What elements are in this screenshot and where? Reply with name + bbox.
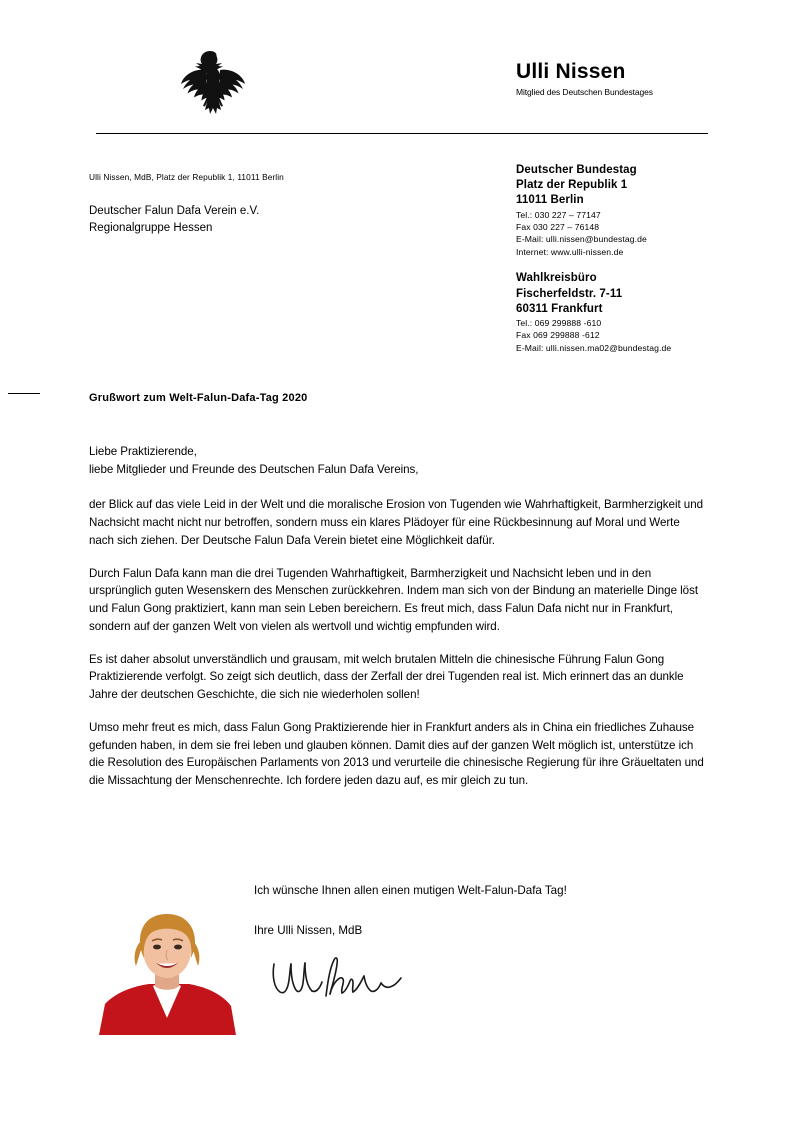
header-identity	[516, 60, 776, 97]
closing-signoff: Ihre Ulli Nissen, MdB	[254, 923, 363, 937]
body-paragraph-3: Es ist daher absolut unverständlich und grausam, mit welch brutalen Mitteln die chinesische Führung Falun Gong Praktizierende verfolgt. So zeigt sich deutlich, dass der Zerfall der drei Tugenden real ist. Mich erinnert das an dunkle Jahre der deutschen Geschichte, die sich nie wiederholen sollen!	[89, 652, 684, 702]
body-paragraph-1: der Blick auf das viele Leid in der Welt und die moralische Erosion von Tugenden wie Wahrhaftigkeit, Barmherzigkeit und Nachsicht macht nicht nur betroffen, sondern muss ein klares Plädoyer für eine Rückbesinnung auf Moral und Werte nach sich ziehen. Der Deutsche Falun Dafa Verein bietet eine Möglichkeit dafür.	[89, 498, 703, 547]
letter-body	[89, 443, 705, 805]
salutation	[89, 443, 705, 478]
office2-email[interactable]: E-Mail: ulli.nissen.ma02@bundestag.de	[516, 342, 672, 353]
body-paragraph-4: Umso mehr freut es mich, dass Falun Gong Praktizierende hier in Frankfurt anders als in China ein friedliches Zuhause gefunden haben, in dem sie frei leben und glauben können. Damit dies auf der ganzen Welt möglich ist, unterstütze ich die Resolution des Europäischen Parlaments von 2013 und verurteile die chinesische Regierung für ihre Gräueltaten und die Missachtung der Menschenrechte. Ich fordere jeden dazu auf, es mir gleich zu tun.	[89, 720, 704, 788]
office2-line-2: Fischerfeldstr. 7-11	[516, 287, 623, 300]
office1-tel: Tel.: 030 227 – 77147	[516, 209, 601, 220]
sender-address-line: Ulli Nissen, MdB, Platz der Republik 1, 11011 Berlin	[89, 172, 284, 182]
salutation-line-2: liebe Mitglieder und Freunde des Deutschen Falun Dafa Vereins,	[89, 462, 419, 476]
header-name: Ulli Nissen	[516, 60, 626, 83]
office2-line-1: Wahlkreisbüro	[516, 272, 597, 285]
office2-fax: Fax 069 299888 -612	[516, 330, 600, 341]
salutation-line-1: Liebe Praktizierende,	[89, 445, 197, 458]
closing-wish: Ich wünsche Ihnen allen einen mutigen Welt-Falun-Dafa Tag!	[254, 884, 567, 897]
recipient-line-2: Regionalgruppe Hessen	[89, 222, 213, 235]
contact-block	[516, 163, 766, 354]
header-subtitle: Mitglied des Deutschen Bundestages	[516, 87, 653, 98]
office1-email[interactable]: E-Mail: ulli.nissen@bundestag.de	[516, 234, 647, 245]
header-divider	[96, 133, 708, 134]
recipient-line-1: Deutscher Falun Dafa Verein e.V.	[89, 205, 260, 217]
office2-tel: Tel.: 069 299888 -610	[516, 317, 602, 328]
office1-line-2: Platz der Republik 1	[516, 179, 628, 192]
letter-subject: Grußwort zum Welt-Falun-Dafa-Tag 2020	[89, 392, 308, 404]
body-paragraph-2: Durch Falun Dafa kann man die drei Tugenden Wahrhaftigkeit, Barmherzigkeit und Nachsicht leben und in den ursprünglich guten Wesenskern des Menschen zurückkehren. Indem man sich von der Bindung an materielle Dinge löst und Falun Gong praktiziert, kann man sein Leben bereichern. Es freut mich, dass Falun Dafa nicht nur in Frankfurt, sondern auf der ganzen Welt von vielen als wertvoll und wichtig empfunden wird.	[89, 566, 698, 633]
recipient-address	[89, 203, 259, 238]
handwritten-signature	[268, 950, 418, 1010]
portrait-photo-ulli-nissen	[89, 900, 246, 1035]
office1-line-1: Deutscher Bundestag	[516, 164, 637, 176]
office2-line-3: 60311 Frankfurt	[516, 302, 603, 315]
contact-spacer	[516, 258, 766, 271]
office1-fax: Fax 030 227 – 76148	[516, 221, 600, 232]
margin-tick-mark	[8, 393, 40, 394]
office1-internet[interactable]: Internet: www.ulli-nissen.de	[516, 246, 624, 257]
office1-line-3: 11011 Berlin	[516, 194, 584, 207]
bundestag-eagle-logo-icon	[167, 48, 259, 116]
